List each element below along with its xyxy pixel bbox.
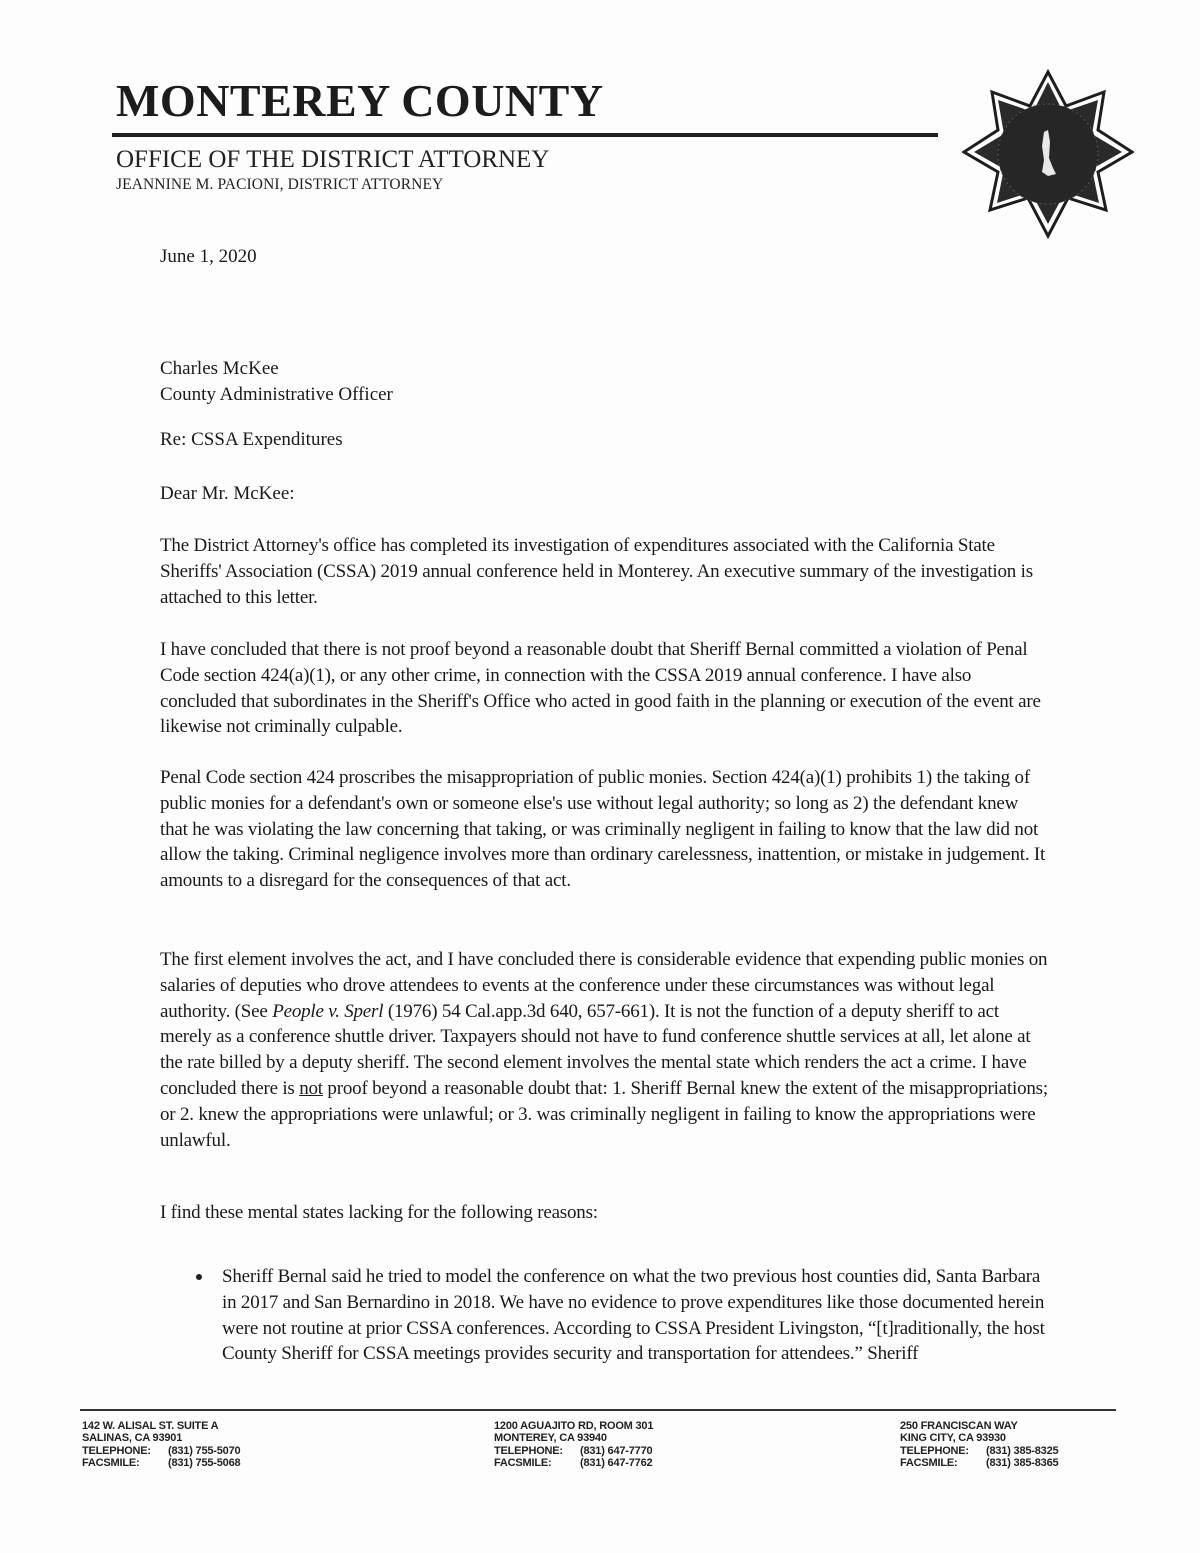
office-street: 1200 AGUAJITO RD, ROOM 301: [494, 1420, 654, 1432]
bullet-icon: [196, 1274, 202, 1280]
telephone-number: (831) 385-8325: [986, 1444, 1059, 1457]
district-attorney-name: JEANNINE M. PACIONI, DISTRICT ATTORNEY: [116, 176, 444, 193]
recipient-name: Charles McKee: [160, 358, 279, 379]
paragraph-4-text-b: (1976) 54 Cal.app.3d 640, 657-661). It is not the function of a deputy sheriff to act merely as a conference shuttle driver. Taxpayers should not have to fund conference shuttle services at all, let alone at the rate billed by a deputy sheriff. The second element involves the mental state which renders the act a crime. I have concluded there is: [160, 1000, 1031, 1099]
telephone-number: (831) 647-7770: [580, 1444, 653, 1457]
footer-rule: [80, 1409, 1116, 1411]
county-title: MONTEREY COUNTY: [116, 75, 604, 126]
list-item-text: Sheriff Bernal said he tried to model the conference on what the two previous host counties did, Santa Barbara in 2017 and San Bernardino in 2018. We have no evidence to prove expenditures like those documented herein were not routine at prior CSSA conferences. According to CSSA President Livingston, “[t]raditionally, the host County Sheriff for CSSA meetings provides security and transportation for attendees.” Sheriff: [222, 1266, 1045, 1365]
paragraph-4-text-c: proof beyond a reasonable doubt that: 1. Sheriff Bernal knew the extent of the misappropriations; or 2. knew the appropriations were unlawful; or 3. was criminally negligent in failing to know the appropriations were unlawful.: [160, 1077, 1048, 1151]
paragraph-5: I find these mental states lacking for the following reasons:: [160, 1202, 598, 1223]
telephone-number: (831) 755-5070: [168, 1444, 241, 1457]
paragraph-4: [160, 947, 1050, 1153]
footer-office-king-city: [900, 1420, 1058, 1470]
office-city: MONTEREY, CA 93940: [494, 1432, 607, 1445]
paragraph-4-text-a: The first element involves the act, and I have concluded there is considerable evidence that expending public monies on salaries of deputies who drove attendees to events at the conference under these circumstances was without legal authority. (See: [160, 949, 1048, 1022]
paragraph-1: The District Attorney's office has completed its investigation of expenditures associated with the California State Sheriffs' Association (CSSA) 2019 annual conference held in Monterey. An executive summary of the investigation is attached to this letter.: [160, 535, 1033, 608]
case-citation: People v. Sperl: [272, 1000, 384, 1022]
office-street: 142 W. ALISAL ST. SUITE A: [82, 1420, 219, 1432]
paragraph-3: Penal Code section 424 proscribes the misappropriation of public monies. Section 424(a)(1) prohibits 1) the taking of public monies for a defendant's own or someone else's use without legal authority; so long as 2) the defendant knew that he was violating the law concerning that taking, or was criminally negligent in failing to know that the law did not allow the taking. Criminal negligence involves more than ordinary carelessness, inattention, or mistake in judgement. It amounts to a disregard for the consequences of that act.: [160, 767, 1046, 892]
recipient-block: [160, 356, 393, 408]
fax-label: FACSMILE:: [82, 1457, 140, 1470]
footer-office-salinas: [82, 1420, 240, 1470]
footer-office-monterey: [494, 1420, 653, 1470]
fax-number: (831) 755-5068: [168, 1457, 241, 1470]
office-city: KING CITY, CA 93930: [900, 1432, 1006, 1445]
telephone-label: TELEPHONE:: [900, 1444, 969, 1457]
office-title: OFFICE OF THE DISTRICT ATTORNEY: [116, 146, 550, 173]
fax-label: FACSMILE:: [900, 1457, 958, 1470]
emphasis-not: not: [299, 1077, 323, 1099]
telephone-label: TELEPHONE:: [494, 1444, 563, 1457]
sheriff-star-badge-icon: [962, 68, 1134, 240]
office-city: SALINAS, CA 93901: [82, 1432, 183, 1445]
header-rule: [112, 133, 938, 137]
fax-label: FACSMILE:: [494, 1457, 552, 1470]
list-item: [196, 1264, 1056, 1367]
fax-number: (831) 385-8365: [986, 1457, 1059, 1470]
fax-number: (831) 647-7762: [580, 1457, 653, 1470]
salutation: Dear Mr. McKee:: [160, 483, 295, 504]
office-street: 250 FRANCISCAN WAY: [900, 1420, 1018, 1432]
telephone-label: TELEPHONE:: [82, 1444, 151, 1457]
recipient-title: County Administrative Officer: [160, 384, 393, 405]
letter-date: June 1, 2020: [160, 246, 257, 267]
reasons-list: [196, 1264, 1056, 1367]
subject-line: Re: CSSA Expenditures: [160, 429, 343, 450]
paragraph-2: I have concluded that there is not proof beyond a reasonable doubt that Sheriff Bernal committed a violation of Penal Code section 424(a)(1), or any other crime, in connection with the CSSA 2019 annual conference. I have also concluded that subordinates in the Sheriff's Office who acted in good faith in the planning or execution of the event are likewise not criminally culpable.: [160, 639, 1041, 738]
